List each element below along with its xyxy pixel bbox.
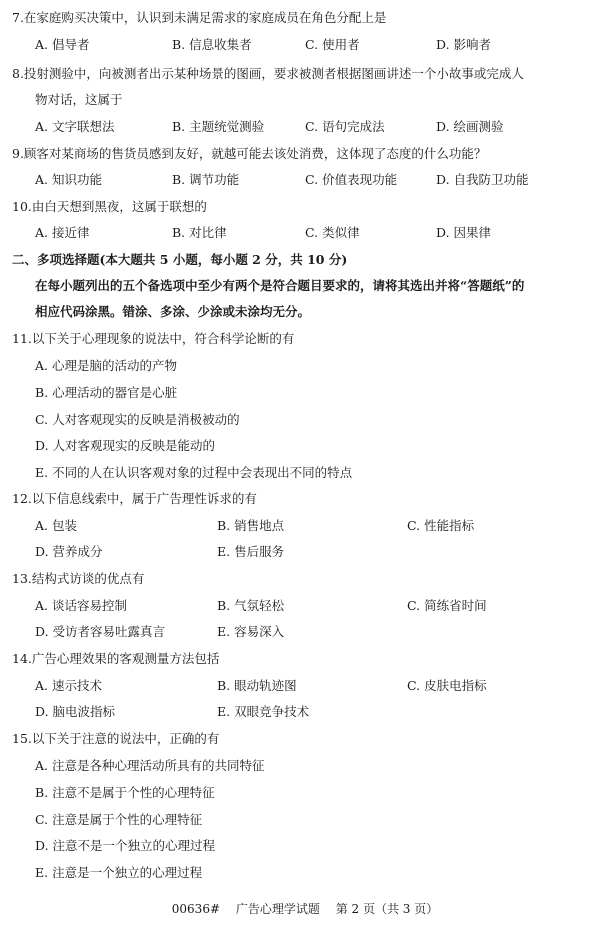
- option-c: C. 皮肤电指标: [407, 678, 487, 693]
- option-a: A. 注意是各种心理活动所具有的共同特征: [35, 758, 265, 773]
- question-stem: 10.由白天想到黑夜，这属于联想的: [12, 199, 207, 214]
- option-b: B. 调节功能: [172, 172, 240, 187]
- option-c: C. 价值表现功能: [305, 172, 398, 187]
- option-d: D. 绘画测验: [436, 119, 504, 134]
- option-b: B. 对比律: [172, 225, 227, 240]
- option-d: D. 自我防卫功能: [436, 172, 529, 187]
- option-d: D. 因果律: [436, 225, 492, 240]
- page-footer: [0, 899, 610, 919]
- option-b: B. 心理活动的器官是心脏: [35, 385, 178, 400]
- option-e: E. 注意是一个独立的心理过程: [35, 865, 203, 880]
- question-13: [0, 569, 610, 589]
- question-9-options: [0, 170, 610, 190]
- question-12: [0, 489, 610, 509]
- instruction-line-2: 相应代码涂黑。错涂、多涂、少涂或未涂均无分。: [35, 304, 311, 319]
- question-stem: 9.顾客对某商场的售货员感到友好，就越可能去该处消费，这体现了态度的什么功能？: [12, 146, 487, 161]
- option-c: C. 使用者: [305, 37, 360, 52]
- option-d: D. 脑电波指标: [35, 704, 116, 719]
- question-10: [0, 197, 610, 217]
- option-a: A. 包装: [35, 518, 77, 533]
- exam-code: 00636#: [171, 902, 221, 916]
- question-15-option-b: [0, 783, 610, 803]
- question-stem: 7.在家庭购买决策中，认识到未满足需求的家庭成员在角色分配上是: [12, 10, 387, 25]
- question-stem: 14.广告心理效果的客观测量方法包括: [12, 651, 220, 666]
- option-d: D. 营养成分: [35, 544, 103, 559]
- exam-title: 广告心理学试题: [235, 902, 320, 916]
- option-e: E. 双眼竞争技术: [217, 704, 310, 719]
- question-10-options: [0, 223, 610, 243]
- question-15-option-c: [0, 810, 610, 830]
- option-d: D. 受访者容易吐露真言: [35, 624, 166, 639]
- question-11-option-b: [0, 383, 610, 403]
- question-7-options: [0, 35, 610, 55]
- option-a: A. 倡导者: [35, 37, 90, 52]
- question-11-option-d: [0, 436, 610, 456]
- section-heading: [0, 250, 610, 270]
- option-b: B. 销售地点: [217, 518, 285, 533]
- page-number: 第 2 页（共 3 页）: [335, 902, 439, 916]
- option-a: A. 心理是脑的活动的产物: [35, 358, 177, 373]
- option-b: B. 信息收集者: [172, 37, 252, 52]
- question-15: [0, 729, 610, 749]
- option-a: A. 知识功能: [35, 172, 102, 187]
- option-a: A. 速示技术: [35, 678, 102, 693]
- option-c: C. 性能指标: [407, 518, 475, 533]
- question-14-options-row1: [0, 676, 610, 696]
- option-b: B. 主题统觉测验: [172, 119, 265, 134]
- option-d: D. 人对客观现实的反映是能动的: [35, 438, 216, 453]
- question-8-options: [0, 117, 610, 137]
- question-13-options-row1: [0, 596, 610, 616]
- option-a: A. 谈话容易控制: [35, 598, 127, 613]
- section-instruction-cont: [0, 302, 610, 322]
- option-c: C. 简练省时间: [407, 598, 487, 613]
- section-instruction: [0, 276, 610, 296]
- question-12-options-row1: [0, 516, 610, 536]
- question-9: [0, 144, 610, 164]
- question-stem-cont: 物对话，这属于: [35, 92, 123, 107]
- question-11: [0, 329, 610, 349]
- section-title: 二、多项选择题(本大题共 5 小题，每小题 2 分，共 10 分): [12, 252, 348, 267]
- option-e: E. 售后服务: [217, 544, 285, 559]
- question-stem: 15.以下关于注意的说法中，正确的有: [12, 731, 220, 746]
- question-stem: 11.以下关于心理现象的说法中，符合科学论断的有: [12, 331, 295, 346]
- question-14-options-row2: [0, 702, 610, 722]
- option-b: B. 注意不是属于个性的心理特征: [35, 785, 215, 800]
- option-a: A. 接近律: [35, 225, 90, 240]
- question-stem: 13.结构式访谈的优点有: [12, 571, 145, 586]
- option-e: E. 不同的人在认识客观对象的过程中会表现出不同的特点: [35, 465, 353, 480]
- question-11-option-c: [0, 410, 610, 430]
- question-11-option-a: [0, 356, 610, 376]
- option-c: C. 类似律: [305, 225, 360, 240]
- question-8-cont: [0, 90, 610, 110]
- option-d: D. 注意不是一个独立的心理过程: [35, 838, 216, 853]
- option-a: A. 文字联想法: [35, 119, 115, 134]
- question-stem: 12.以下信息线索中，属于广告理性诉求的有: [12, 491, 257, 506]
- question-stem: 8.投射测验中，向被测者出示某种场景的图画，要求被测者根据图画讲述一个小故事或完成人: [12, 66, 524, 81]
- option-b: B. 眼动轨迹图: [217, 678, 297, 693]
- option-c: C. 语句完成法: [305, 119, 385, 134]
- option-d: D. 影响者: [436, 37, 492, 52]
- question-8: [0, 64, 610, 84]
- question-7: [0, 8, 610, 28]
- option-c: C. 注意是属于个性的心理特征: [35, 812, 203, 827]
- question-15-option-e: [0, 863, 610, 883]
- question-14: [0, 649, 610, 669]
- question-13-options-row2: [0, 622, 610, 642]
- question-15-option-a: [0, 756, 610, 776]
- option-b: B. 气氛轻松: [217, 598, 285, 613]
- question-12-options-row2: [0, 542, 610, 562]
- option-e: E. 容易深入: [217, 624, 285, 639]
- instruction-line-1: 在每小题列出的五个备选项中至少有两个是符合题目要求的，请将其选出并将“答题纸”的: [35, 278, 525, 293]
- question-11-option-e: [0, 463, 610, 483]
- option-c: C. 人对客观现实的反映是消极被动的: [35, 412, 240, 427]
- question-15-option-d: [0, 836, 610, 856]
